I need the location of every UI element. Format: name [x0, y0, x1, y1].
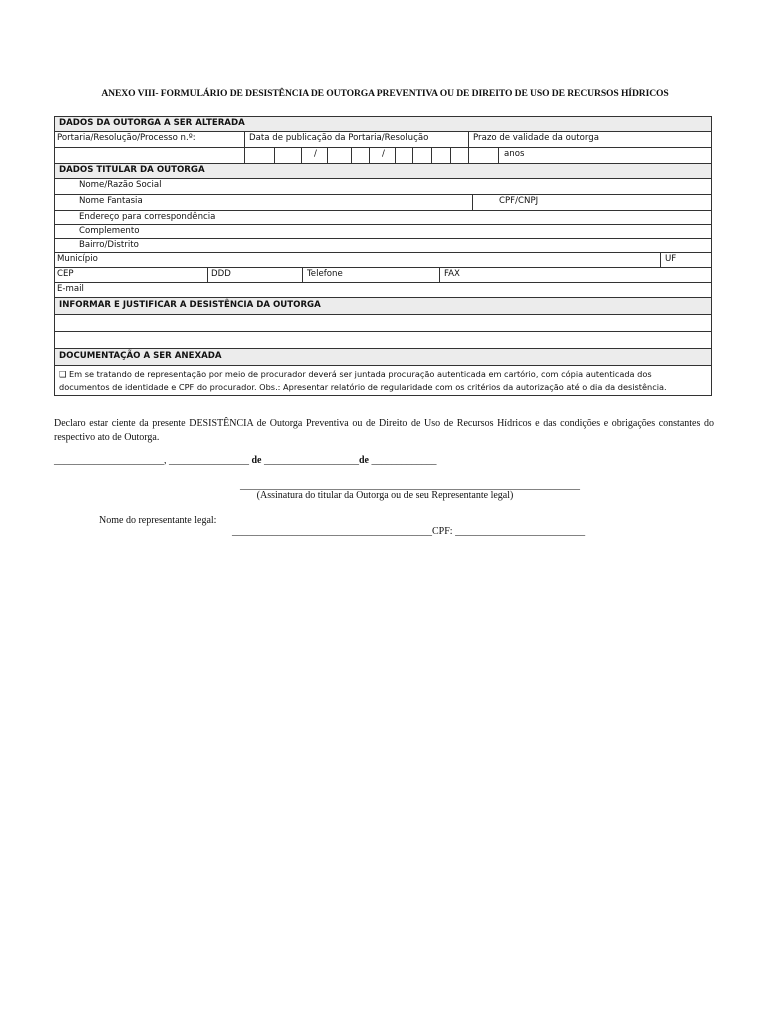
documentacao-text-row [54, 366, 712, 396]
checkbox-icon[interactable]: ❑ [59, 369, 67, 379]
cpf-cnpj-label: CPF/CNPJ [499, 196, 539, 206]
portaria-label: Portaria/Resolução/Processo n.º: [57, 133, 196, 143]
cep-label: CEP [57, 269, 74, 279]
section-outorga-title: DADOS DA OUTORGA A SER ALTERADA [59, 118, 245, 128]
municipio-row [54, 253, 712, 268]
nome-razao-label: Nome/Razão Social [79, 180, 162, 190]
place-blank[interactable]: ______________________ [54, 455, 164, 466]
cpf-label: CPF: [432, 526, 453, 537]
year-blank[interactable]: _____________ [371, 455, 437, 466]
representative-label: Nome do representante legal: [99, 515, 217, 526]
nome-fantasia-label: Nome Fantasia [79, 196, 143, 206]
email-row [54, 283, 712, 298]
day-blank[interactable]: ________________ [169, 455, 249, 466]
section-titular-title: DADOS TITULAR DA OUTORGA [59, 165, 205, 175]
representative-line [232, 526, 585, 537]
bairro-row [54, 239, 712, 253]
de-label-2: de [359, 455, 369, 466]
outorga-labels-row [54, 132, 712, 148]
outorga-values-row [54, 148, 712, 164]
section-titular-header [54, 164, 712, 179]
uf-label: UF [665, 254, 677, 264]
nome-row [54, 179, 712, 195]
place-comma: , [164, 455, 167, 466]
bairro-label: Bairro/Distrito [79, 240, 139, 250]
email-label: E-mail [57, 284, 84, 294]
documentacao-line-1: Em se tratando de representação por meio de procurador deverá ser juntada procuração autenticada em cartório, com cópia autenticada dos [68, 369, 652, 379]
contact-row [54, 268, 712, 283]
anos-label: anos [504, 149, 525, 159]
place-date-line [54, 455, 437, 466]
date-slash-2: / [382, 149, 385, 159]
endereco-label: Endereço para correspondência [79, 212, 216, 222]
document-title: ANEXO VIII- FORMULÁRIO DE DESISTÊNCIA DE OUTORGA PREVENTIVA OU DE DIREITO DE USO DE RECURSOS HÍDRICOS [101, 88, 669, 99]
representative-name-blank[interactable]: ________________________________________ [232, 526, 432, 537]
form-table [54, 116, 712, 396]
declaration-text: Declaro estar ciente da presente DESISTÊNCIA de Outorga Preventiva ou de Direito de Uso de Recursos Hídricos e das condições e obrigações constantes do respectivo ato de Outorga. [54, 418, 714, 443]
documentacao-line-2: documentos de identidade e CPF do procurador. Obs.: Apresentar relatório de regularidade com os critérios da autorização até o dia da desistência. [59, 382, 667, 392]
complemento-label: Complemento [79, 226, 140, 236]
section-documentacao-title: DOCUMENTAÇÃO A SER ANEXADA [59, 351, 222, 361]
month-blank[interactable]: ___________________ [264, 455, 359, 466]
complemento-row [54, 225, 712, 239]
justificativa-line-2[interactable] [54, 332, 712, 349]
date-slash-1: / [314, 149, 317, 159]
de-label-1: de [251, 455, 262, 466]
endereco-row [54, 211, 712, 225]
ddd-label: DDD [211, 269, 231, 279]
municipio-label: Município [57, 254, 98, 264]
fax-label: FAX [444, 269, 460, 279]
section-justificativa-title: INFORMAR E JUSTIFICAR A DESISTÊNCIA DA OUTORGA [59, 300, 321, 310]
telefone-label: Telefone [307, 269, 343, 279]
section-documentacao-header [54, 349, 712, 366]
signature-line[interactable]: ____________________________________________________________________ [240, 480, 580, 491]
signature-caption: (Assinatura do titular da Outorga ou de seu Representante legal) [256, 490, 514, 501]
data-publicacao-label: Data de publicação da Portaria/Resolução [249, 133, 429, 143]
section-justificativa-header [54, 298, 712, 315]
prazo-validade-label: Prazo de validade da outorga [473, 133, 600, 143]
section-outorga-header [54, 116, 712, 132]
justificativa-line-1[interactable] [54, 315, 712, 332]
cpf-blank[interactable]: __________________________ [455, 526, 586, 537]
fantasia-row [54, 195, 712, 211]
